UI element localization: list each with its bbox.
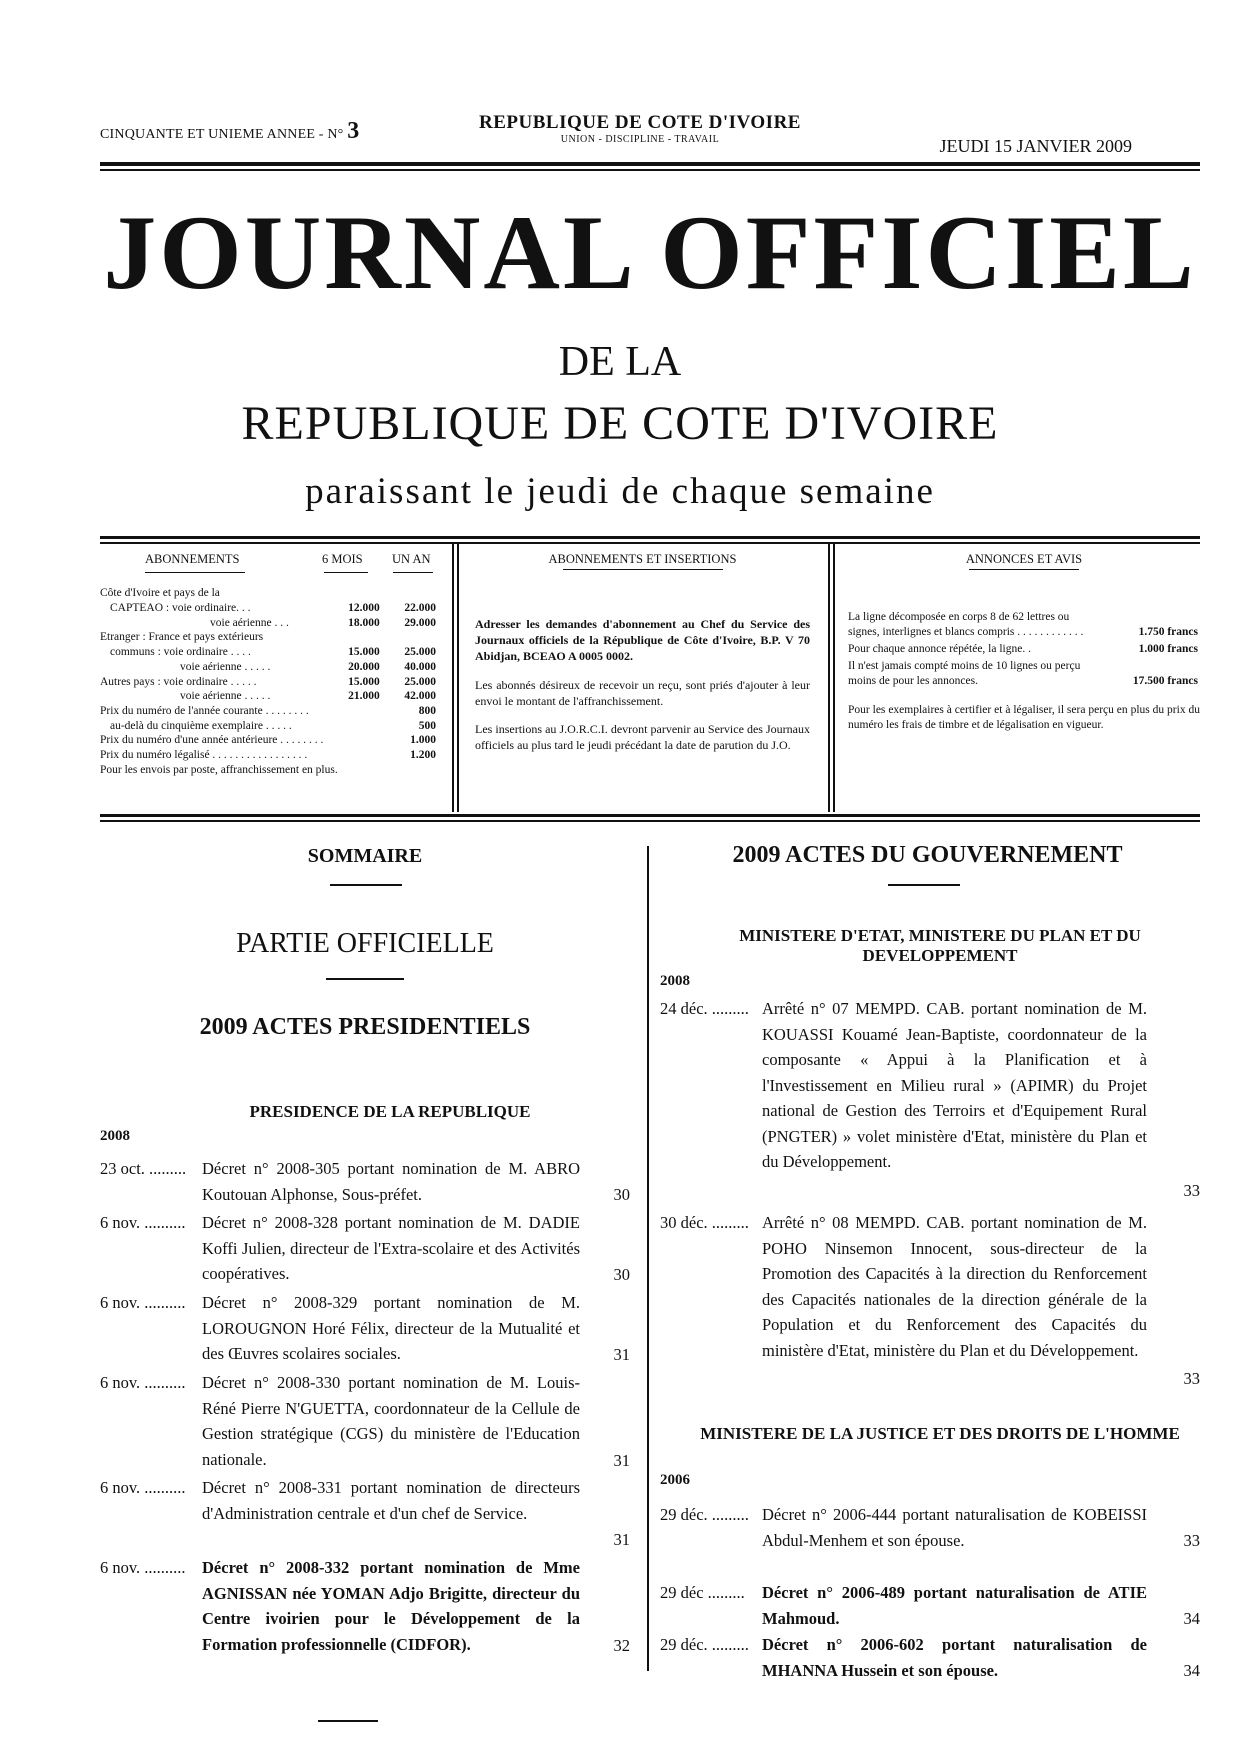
toc-entry-date: 6 nov. .......... [100,1213,186,1232]
subscription-6-months [323,748,379,763]
toc-entry-date: 23 oct. ......... [100,1159,187,1178]
toc-entry-page: 33 [1183,1181,1200,1201]
box-top-rule-thin [100,542,1200,544]
justice-ministry: MINISTERE DE LA JUSTICE ET DES DROITS DE L'HOMME [700,1424,1180,1443]
subscription-row [100,601,440,616]
toc-entry-page: 30 [613,1265,630,1285]
toc-entry-title: Arrêté n° 08 MEMPD. CAB. portant nomination de M. POHO Ninsemon Innocent, sous-directeur de la Promotion des Capacités à la direction du Renforcement des Capacités nationales de la direction générale de la Population et du Renforcement des Capacités du ministère d'Etat, ministère du Plan et du Développement. [762,1213,1147,1360]
sommaire-title: SOMMAIRE [307,845,423,867]
subscriptions-panel [100,552,440,778]
actes-presidentiels-title: 2009 ACTES PRESIDENTIELS [199,1014,531,1040]
toc-entry-page: 30 [613,1185,630,1205]
box-bottom-rule-thick [100,814,1200,817]
toc-entry-page: 33 [1183,1369,1200,1389]
actes-gouvernement-title: 2009 ACTES DU GOUVERNEMENT [732,842,1123,868]
sommaire-rule [330,884,402,886]
masthead-frequency: paraissant le jeudi de chaque semaine [305,471,935,512]
announcement-rate-row [848,659,1200,689]
subscription-label: Prix du numéro légalisé . . . . . . . . . . . . . . . . . [100,749,308,762]
toc-entry-title: Décret n° 2006-489 portant naturalisation de ATIE Mahmoud. [762,1583,1147,1628]
subscriptions-title: ABONNEMENTS [145,552,240,566]
national-motto: UNION - DISCIPLINE - TRAVAIL [560,134,720,145]
toc-entry[interactable] [100,1156,630,1208]
toc-entry-title: Décret n° 2006-444 portant naturalisation de KOBEISSI Abdul-Menhem et son épouse. [762,1505,1147,1550]
toc-entry-page: 31 [613,1451,630,1471]
toc-entry[interactable] [660,1632,1200,1684]
announcement-rate-price: 1.750 francs [1138,625,1198,638]
year-2006-right: 2006 [660,1472,690,1488]
subscription-row [100,675,440,690]
insertions-panel [475,552,810,753]
subscription-label: au-delà du cinquième exemplaire . . . . . [110,719,292,732]
insertions-title-rule [563,569,723,570]
toc-entry[interactable] [660,1502,1200,1554]
subscription-1-year: 500 [418,719,436,732]
toc-entry-date: 24 déc. ......... [660,999,749,1018]
subscription-6-months [323,630,379,645]
insertions-title: ABONNEMENTS ET INSERTIONS [548,552,737,566]
toc-entry-page: 34 [1183,1609,1200,1629]
subscription-label: Autres pays : voie ordinaire . . . . . [100,675,257,688]
toc-entry-date: 6 nov. .......... [100,1293,186,1312]
toc-entry[interactable] [100,1370,630,1474]
header-rule-thick [100,162,1200,166]
toc-entry[interactable] [660,1210,1200,1392]
issue-number: 3 [347,118,360,144]
subscription-label: Prix du numéro de l'année courante . . . . . . . . [100,704,309,717]
insertions-deadline-note: Les insertions au J.O.R.C.I. devront parvenir au Service des Journaux officiels au plus tard le jeudi précédant la date de parution du J.O. [475,721,810,753]
subscription-1-year: 1.000 [410,734,436,747]
toc-entry-date: 29 déc ......... [660,1583,745,1602]
announcement-rate-price: 17.500 francs [1132,674,1198,687]
subscription-label: voie aérienne . . . . . [180,660,271,673]
left-end-rule [318,1720,378,1722]
col-6-mois-rule [324,572,368,573]
subscription-6-months: 15.000 [348,675,380,688]
box-divider-1a [452,544,454,812]
toc-entry-page: 31 [613,1345,630,1365]
toc-entry-title: Décret n° 2008-330 portant nomination de M. Louis-Réné Pierre N'GUETTA, coordonnateur de la Cellule de Gestion stratégique (CGS) du ministère de l'Education nationale. [202,1373,580,1469]
subscription-6-months: 15.000 [348,646,380,659]
subscription-6-months: 12.000 [348,601,380,614]
subscription-6-months [323,733,379,748]
toc-entry-date: 30 déc. ......... [660,1213,749,1232]
toc-entry-title: Décret n° 2008-328 portant nomination de M. DADIE Koffi Julien, directeur de l'Extra-scolaire et des Activités coopératives. [202,1213,580,1284]
box-divider-2a [828,544,830,812]
insertions-address: Adresser les demandes d'abonnement au Chef du Service des Journaux officiels de la République de Côte d'Ivoire, B.P. V 70 Abidjan, BCEAO A 0005 0002. [475,617,810,664]
toc-entry-date: 6 nov. .......... [100,1558,186,1577]
partie-rule [326,978,404,980]
toc-entry-title: Décret n° 2008-329 portant nomination de M. LOROUGNON Horé Félix, directeur de la Mutualité et des Œuvres scolaires sociales. [202,1293,580,1364]
subscription-1-year: 800 [418,704,436,717]
year-2008-right: 2008 [660,973,690,989]
subscription-row [100,645,440,660]
toc-entry-date: 6 nov. .......... [100,1478,186,1497]
toc-entry-title: Décret n° 2006-602 portant naturalisation de MHANNA Hussein et son épouse. [762,1635,1147,1680]
column-divider [647,846,649,1671]
box-divider-2b [833,544,835,812]
toc-entry[interactable] [100,1210,630,1288]
subscriptions-footer: Pour les envois par poste, affranchissement en plus. [100,763,338,776]
subscription-label: Prix du numéro d'une année antérieure . . . . . . . . [100,734,324,747]
plan-ministry: MINISTERE D'ETAT, MINISTERE DU PLAN ET DU DEVELOPPEMENT [739,926,1141,966]
toc-entry-page: 32 [613,1636,630,1656]
subscription-1-year: 29.000 [404,616,436,629]
subscription-6-months: 20.000 [348,660,380,673]
subscription-label: Etranger : France et pays extérieurs [100,631,264,644]
toc-entry-title: Décret n° 2008-332 portant nomination de Mme AGNISSAN née YOMAN Adjo Brigitte, directeur du Centre ivoirien pour le Développement de la Formation professionnelle (CIDFOR). [202,1558,580,1654]
toc-entry[interactable] [660,996,1200,1204]
toc-entry[interactable] [100,1555,630,1659]
toc-entry-title: Décret n° 2008-331 portant nomination de directeurs d'Administration centrale et d'un chef de Service. [202,1478,580,1523]
announcement-rate-price: 1.000 francs [1138,642,1198,655]
subscriptions-table [100,601,440,763]
gouvernement-rule [888,884,960,886]
subscription-1-year: 40.000 [404,660,436,673]
toc-entry[interactable] [100,1290,630,1368]
header-rule-thin [100,169,1200,171]
toc-entry-page: 33 [1183,1531,1200,1551]
subscription-1-year: 25.000 [404,675,436,688]
subscription-label: voie aérienne . . . [210,616,289,629]
subscription-1-year: 25.000 [404,646,436,659]
toc-entry-page: 34 [1183,1661,1200,1681]
subscription-row [100,733,440,748]
masthead-republic: REPUBLIQUE DE COTE D'IVOIRE [241,397,999,450]
partie-officielle-title: PARTIE OFFICIELLE [236,928,494,959]
col-un-an-rule [393,572,433,573]
edition-line [100,118,359,145]
toc-entry-date: 29 déc. ......... [660,1635,749,1654]
announcements-note: Pour les exemplaires à certifier et à légaliser, il sera perçu en plus du prix du numéro les frais de timbre et de légalisation en vigueur. [848,703,1200,732]
toc-entry-date: 29 déc. ......... [660,1505,749,1524]
announcements-panel [848,552,1200,734]
subscriptions-intro: Côte d'Ivoire et pays de la [100,587,220,599]
insertions-receipt-note: Les abonnés désireux de recevoir un reçu, sont priés d'ajouter à leur envoi le montant de l'affranchissement. [475,677,810,708]
box-top-rule-thick [100,536,1200,539]
subscription-row [100,704,440,719]
subscription-row [100,660,440,675]
masthead-line-de-la: DE LA [558,339,682,385]
subscription-label: voie aérienne . . . . . [180,690,271,703]
announcement-rate-label: Pour chaque annonce répétée, la ligne. . [848,642,1031,655]
subscription-1-year: 42.000 [404,690,436,703]
subscriptions-title-rule [145,572,245,573]
announcement-rate-row [848,642,1200,657]
announcement-rate-label: Il n'est jamais compté moins de 10 lignes ou perçu moins de pour les annonces. [848,659,1081,687]
issue-date: JEUDI 15 JANVIER 2009 [939,136,1132,156]
col-un-an: UN AN [392,552,431,566]
announcements-title-rule [969,569,1079,570]
subscription-1-year: 22.000 [404,601,436,614]
subscription-1-year: 1.200 [410,749,436,762]
subscription-row [100,630,440,645]
announcements-title: ANNONCES ET AVIS [965,552,1083,566]
subscription-6-months: 21.000 [348,690,380,703]
box-divider-1b [457,544,459,812]
announcements-rates [848,610,1200,689]
subscription-row [100,719,440,734]
republic-header [430,112,850,145]
subscription-row [100,748,440,763]
subscription-1-year [380,630,440,645]
year-2008-left: 2008 [100,1128,130,1144]
toc-entry[interactable] [100,1475,630,1553]
toc-entry-date: 6 nov. .......... [100,1373,186,1392]
republic-name: REPUBLIQUE DE COTE D'IVOIRE [479,112,801,133]
subscription-label: CAPTEAO : voie ordinaire. . . [110,601,251,614]
edition-text: CINQUANTE ET UNIEME ANNEE - N° [100,127,344,142]
announcement-rate-row [848,610,1200,640]
subscription-6-months [323,719,379,734]
subscription-6-months: 18.000 [348,616,380,629]
toc-entry-page: 31 [613,1530,630,1550]
subscription-row [100,689,440,704]
toc-entry-title: Décret n° 2008-305 portant nomination de M. ABRO Koutouan Alphonse, Sous-préfet. [202,1159,580,1204]
toc-entry[interactable] [660,1580,1200,1632]
announcement-rate-label: La ligne décomposée en corps 8 de 62 lettres ou signes, interlignes et blancs compris . . . . . . . . . . . . [848,611,1084,638]
presidence-ministry: PRESIDENCE DE LA REPUBLIQUE [249,1102,531,1121]
masthead-title: JOURNAL OFFICIEL [103,194,1197,311]
toc-entry-title: Arrêté n° 07 MEMPD. CAB. portant nomination de M. KOUASSI Kouamé Jean-Baptiste, coordonnateur de la composante « Appui à la Planification et à l'Investissement en Milieu rural » (APIMR) du Projet national de Gestion des Terroirs et d'Equipement Rural (PNGTER) » volet ministère d'Etat, ministère du Plan et du Développement. [762,999,1147,1172]
subscription-row [100,616,440,631]
subscription-label: communs : voie ordinaire . . . . [110,646,251,659]
col-6-mois: 6 MOIS [322,552,363,566]
subscription-6-months [323,704,379,719]
box-bottom-rule-thin [100,820,1200,822]
